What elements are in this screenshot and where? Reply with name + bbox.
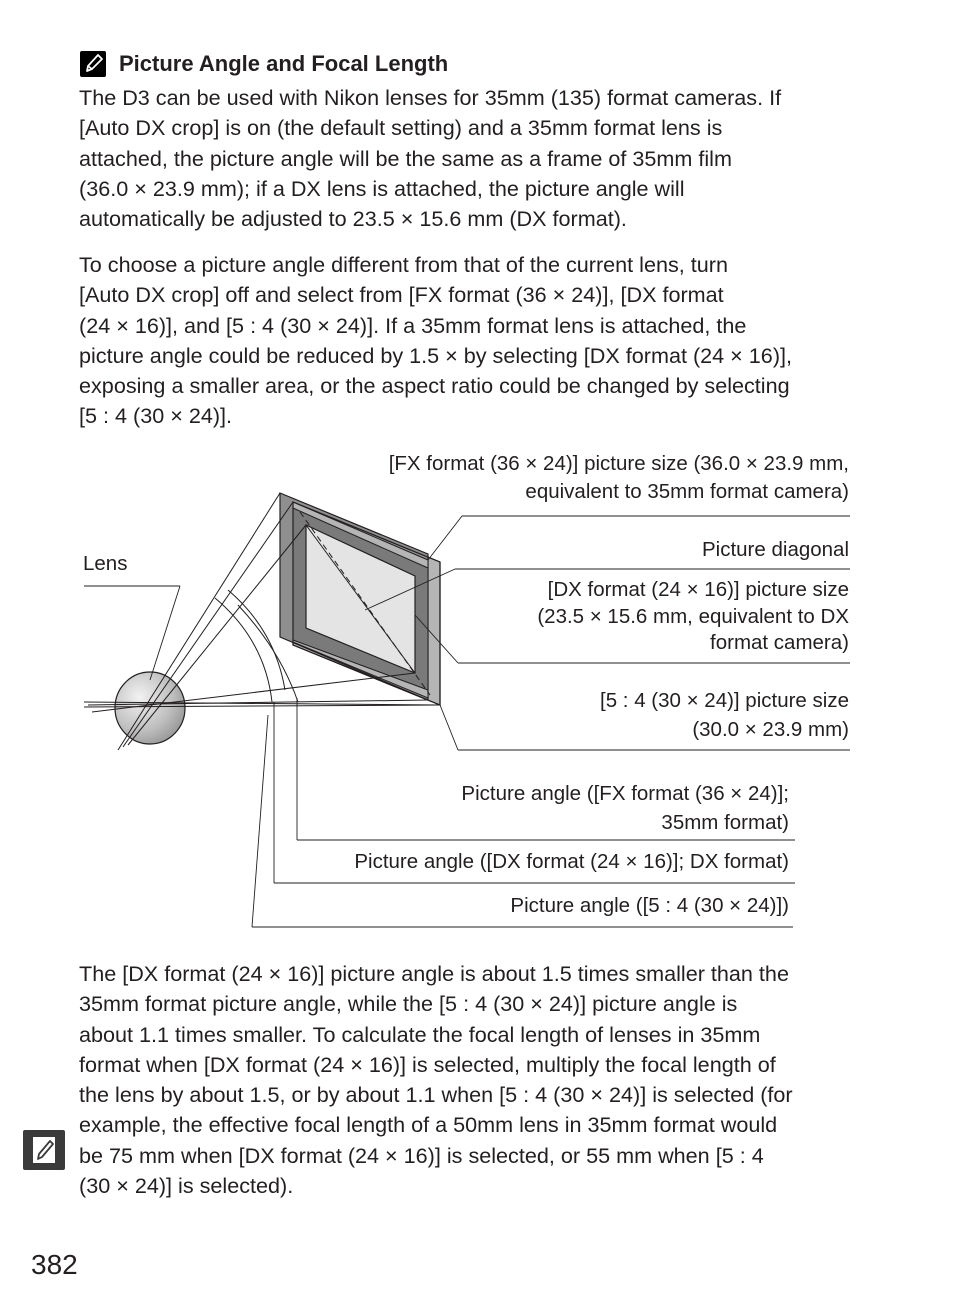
focal-length-paragraph: The [DX format (24 × 16)] picture angle is about 1.5 times smaller than the 35mm format picture angle, while the [5 : 4 (30 × 24)] picture angle is about 1.1 times smaller. To calculate the focal length of lenses in 35mm format when [DX format (24 × 16)] is selected, multiply the focal length of the lens by about 1.5, or by about 1.1 when [5 : 4 (30 × 24)] is selected (for example, the effective focal length of a 50mm lens in 35mm format would be 75 mm when [DX format (24 × 16)] is selected, or 55 mm when [5 : 4 (30 × 24)] is selected). [79,961,793,1199]
lens-label: Lens [83,552,128,575]
picture-diagonal-label: Picture diagonal [701,538,849,561]
section-tab [23,1130,65,1170]
dx-format-label: [DX format (24 × 16)] picture size (23.5 × 15.6 mm, equivalent to DX format camera) [537,578,849,654]
angle-five-four-label: Picture angle ([5 : 4 (30 × 24)]) [510,894,789,917]
section-heading: Picture Angle and Focal Length [119,51,449,76]
pencil-note-icon [80,51,106,77]
angle-fx-label: Picture angle ([FX format (36 × 24)]; 35mm format) [461,782,789,834]
fx-format-label: [FX format (36 × 24)] picture size (36.0 × 23.9 mm, equivalent to 35mm format camera) [388,452,849,503]
picture-angle-diagram [0,440,954,940]
five-four-label: [5 : 4 (30 × 24)] picture size (30.0 × 23.9 mm) [600,689,849,741]
page-number: 382 [31,1249,78,1280]
angle-dx-label: Picture angle ([DX format (24 × 16)]; DX format) [354,850,789,873]
picture-angle-paragraph: To choose a picture angle different from that of the current lens, turn [Auto DX crop] off and select from [FX format (36 × 24)], [DX format (24 × 16)], and [5 : 4 (30 × 24)]. If a 35mm format lens is attached, the picture angle could be reduced by 1.5 × by selecting [DX format (24 × 16)], exposing a smaller area, or the aspect ratio could be changed by selecting [5 : 4 (30 × 24)]. [79,252,793,429]
pencil-tab-icon [23,1130,65,1170]
intro-paragraph: The D3 can be used with Nikon lenses for 35mm (135) format cameras. If [Auto DX crop] is on (the default setting) and a 35mm format lens is attached, the picture angle will be the same as a frame of 35mm film (36.0 × 23.9 mm); if a DX lens is attached, the picture angle will automatically be adjusted to 23.5 × 15.6 mm (DX format). [79,85,782,232]
